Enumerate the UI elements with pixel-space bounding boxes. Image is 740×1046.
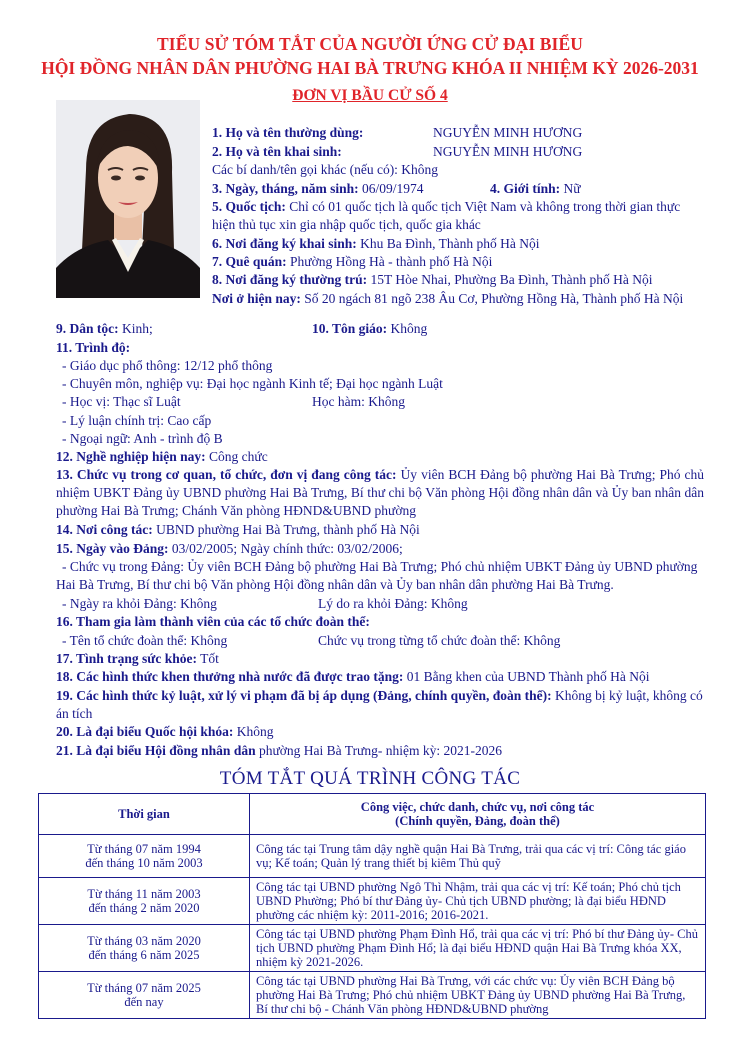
time-cell	[39, 972, 250, 1019]
portrait-photo	[56, 100, 200, 298]
party-row	[56, 540, 403, 558]
column-header-time: Thời gian	[39, 794, 250, 835]
workplace-label: 14. Nơi công tác:	[56, 522, 153, 537]
awards-label: 18. Các hình thức khen thưởng nhà nước đã được trao tặng:	[56, 669, 404, 684]
organization-label: 16. Tham gia làm thành viên của các tổ chức đoàn thể:	[56, 614, 370, 629]
organization-role: Chức vụ trong từng tổ chức đoàn thể: Không	[318, 633, 561, 648]
nationality-value-2: hiện thủ tục xin gia nhập quốc tịch, quốc gia khác	[212, 217, 481, 232]
description-cell: Công tác tại Trung tâm dậy nghề quận Hai Bà Trưng, trải qua các vị trí: Công tác giáo vụ; Kế toán; Quản lý trang thiết bị kiêm Thủ quỹ	[250, 835, 706, 878]
position-value: Ủy viên BCH Đảng bộ phường Hai Bà Trưng; Phó chủ nhiệm UBKT Đảng ủy UBND phường Hai Bà Trưng, Bí thư chi bộ Văn phòng Hội đồng nhân dân và Ủy ban nhân dân phường Hai Bà Trưng; Chánh Văn phòng HĐND&UBND phường	[56, 467, 705, 518]
position-row	[56, 466, 704, 520]
awards-row	[56, 668, 649, 686]
time-end: đến tháng 2 năm 2020	[88, 901, 200, 915]
education-major: - Chuyên môn, nghiệp vụ: Đại học ngành Kinh tế; Đại học ngành Luật	[62, 376, 443, 391]
table-row	[39, 878, 706, 925]
electoral-unit: ĐƠN VỊ BẦU CỬ SỐ 4	[292, 87, 448, 104]
birthplace-value: Khu Ba Đình, Thành phố Hà Nội	[360, 236, 540, 251]
gender-row	[490, 180, 581, 198]
position-label: 13. Chức vụ trong cơ quan, tổ chức, đơn vị đang công tác:	[56, 467, 397, 482]
birthplace-label: 6. Nơi đăng ký khai sinh:	[212, 236, 357, 251]
religion-label: 10. Tôn giáo:	[312, 321, 388, 336]
work-history-table	[38, 793, 706, 1019]
table-row	[39, 835, 706, 878]
awards-value: 01 Bằng khen của UBND Thành phố Hà Nội	[406, 669, 650, 684]
current-address-value: Số 20 ngách 81 ngõ 238 Âu Cơ, Phường Hồng Hà, Thành phố Hà Nội	[304, 291, 684, 306]
time-cell	[39, 925, 250, 972]
birthplace-row	[212, 235, 540, 253]
time-start: Từ tháng 03 năm 2020	[87, 934, 201, 948]
ethnic-label: 9. Dân tộc:	[56, 321, 119, 336]
birth-name-row	[212, 143, 342, 161]
time-cell	[39, 835, 250, 878]
time-start: Từ tháng 07 năm 2025	[87, 981, 201, 995]
hometown-row	[212, 253, 492, 271]
health-row	[56, 650, 219, 668]
discipline-value: Không bị kỷ luật, không có án tích	[56, 688, 703, 721]
birth-name-label: 2. Họ và tên khai sinh:	[212, 144, 342, 159]
column-header-description-line2: (Chính quyền, Đảng, đoàn thể)	[395, 814, 560, 828]
workplace-value: UBND phường Hai Bà Trưng, thành phố Hà Nội	[156, 522, 420, 537]
portrait-photo-icon	[56, 100, 200, 298]
discipline-label: 19. Các hình thức kỷ luật, xử lý vi phạm đã bị áp dụng (Đảng, chính quyền, đoàn thể):	[56, 688, 552, 703]
people-council-value: phường Hai Bà Trưng- nhiệm kỳ: 2021-2026	[258, 743, 502, 758]
time-end: đến tháng 10 năm 2003	[85, 856, 203, 870]
table-row	[39, 972, 706, 1019]
nationality-row	[212, 198, 680, 216]
education-label: 11. Trình độ:	[56, 340, 131, 355]
time-end: đến tháng 6 năm 2025	[88, 948, 200, 962]
party-leave-reason: Lý do ra khỏi Đảng: Không	[318, 596, 468, 611]
table-row	[39, 925, 706, 972]
party-value: 03/02/2005; Ngày chính thức: 03/02/2006;	[171, 541, 403, 556]
education-general: - Giáo dục phổ thông: 12/12 phổ thông	[62, 358, 273, 373]
people-council-row	[56, 742, 502, 760]
dob-label: 3. Ngày, tháng, năm sinh:	[212, 181, 359, 196]
job-label: 12. Nghề nghiệp hiện nay:	[56, 449, 206, 464]
education-political-theory: - Lý luận chính trị: Cao cấp	[62, 413, 212, 428]
description-cell: Công tác tại UBND phường Ngô Thì Nhậm, trải qua các vị trí: Kế toán; Phó chủ tịch UBND Phường; Phó bí thư Đảng ủy- Chủ tịch UBND phường; là đại biểu HĐND phường các nhiệm kỳ: 2011-2016; 2016-2021.	[250, 878, 706, 925]
common-name-value: NGUYỄN MINH HƯƠNG	[433, 125, 583, 140]
nationality-label: 5. Quốc tịch:	[212, 199, 286, 214]
column-header-description	[250, 794, 706, 835]
document-title-line1: TIỂU SỬ TÓM TẮT CỦA NGƯỜI ỨNG CỬ ĐẠI BIỂU	[157, 34, 583, 54]
gender-value: Nữ	[563, 181, 581, 196]
education-language: - Ngoại ngữ: Anh - trình độ B	[62, 431, 223, 446]
residence-row	[212, 271, 653, 289]
discipline-row	[56, 687, 704, 723]
party-label: 15. Ngày vào Đảng:	[56, 541, 169, 556]
description-cell: Công tác tại UBND phường Phạm Đình Hổ, trải qua các vị trí: Phó bí thư Đảng ủy- Chủ tịch UBND phường Phạm Đình Hổ; là đại biểu HĐND quận Hai Bà Trưng khóa XX, nhiệm kỳ 2021-2026.	[250, 925, 706, 972]
common-name-row	[212, 124, 363, 142]
column-header-description-line1: Công việc, chức danh, chức vụ, nơi công tác	[360, 800, 595, 814]
dob-row	[212, 180, 424, 198]
residence-label: 8. Nơi đăng ký thường trú:	[212, 272, 368, 287]
aliases-row: Các bí danh/tên gọi khác (nếu có): Không	[212, 162, 439, 177]
nationality-value-1: Chỉ có 01 quốc tịch là quốc tịch Việt Nam và không trong thời gian thực	[289, 199, 681, 214]
health-label: 17. Tình trạng sức khỏe:	[56, 651, 197, 666]
workplace-row	[56, 521, 420, 539]
religion-row	[312, 320, 427, 338]
time-start: Từ tháng 07 năm 1994	[87, 842, 201, 856]
health-value: Tốt	[200, 651, 219, 666]
birth-name-value: NGUYỄN MINH HƯƠNG	[433, 144, 583, 159]
religion-value: Không	[390, 321, 428, 336]
time-end: đến nay	[124, 995, 164, 1009]
document-title-line2: HỘI ĐỒNG NHÂN DÂN PHƯỜNG HAI BÀ TRƯNG KHÓA II NHIỆM KỲ 2026-2031	[41, 58, 699, 78]
ethnic-value: Kinh;	[122, 321, 153, 336]
people-council-label: 21. Là đại biểu Hội đồng nhân dân	[56, 743, 256, 758]
hometown-label: 7. Quê quán:	[212, 254, 287, 269]
time-cell	[39, 878, 250, 925]
table-header-row	[39, 794, 706, 835]
common-name-label: 1. Họ và tên thường dùng:	[212, 125, 364, 140]
current-address-row	[212, 290, 683, 308]
ethnic-row	[56, 320, 153, 338]
job-row	[56, 448, 268, 466]
work-history-title: TÓM TẮT QUÁ TRÌNH CÔNG TÁC	[219, 768, 521, 789]
residence-value: 15T Hòe Nhai, Phường Ba Đình, Thành phố Hà Nội	[370, 272, 653, 287]
organization-name: - Tên tổ chức đoàn thể: Không	[62, 633, 228, 648]
party-leave: - Ngày ra khỏi Đảng: Không	[62, 596, 217, 611]
current-address-label: Nơi ở hiện nay:	[212, 291, 301, 306]
national-assembly-row	[56, 723, 274, 741]
time-start: Từ tháng 11 năm 2003	[87, 887, 201, 901]
national-assembly-value: Không	[236, 724, 274, 739]
hometown-value: Phường Hồng Hà - thành phố Hà Nội	[290, 254, 493, 269]
job-value: Công chức	[209, 449, 268, 464]
education-academic-title: Học hàm: Không	[312, 394, 405, 409]
dob-value: 06/09/1974	[362, 181, 424, 196]
party-position: - Chức vụ trong Đảng: Ủy viên BCH Đảng bộ phường Hai Bà Trưng; Phó chủ nhiệm UBKT Đảng ủy UBND phường Hai Bà Trưng, Bí thư chi bộ Văn phòng Hội đồng nhân dân và Ủy ban nhân dân phường Hai Bà Trưng.	[56, 559, 698, 592]
description-cell: Công tác tại UBND phường Hai Bà Trưng, với các chức vụ: Ủy viên BCH Đảng bộ phường Hai Bà Trưng; Phó chủ nhiệm UBKT Đảng ủy UBND phường Hai Bà Trưng, Bí thư chi bộ - Chánh Văn phòng HĐND&UBND phường	[250, 972, 706, 1019]
national-assembly-label: 20. Là đại biểu Quốc hội khóa:	[56, 724, 234, 739]
education-degree: - Học vị: Thạc sĩ Luật	[62, 394, 181, 409]
gender-label: 4. Giới tính:	[490, 181, 561, 196]
